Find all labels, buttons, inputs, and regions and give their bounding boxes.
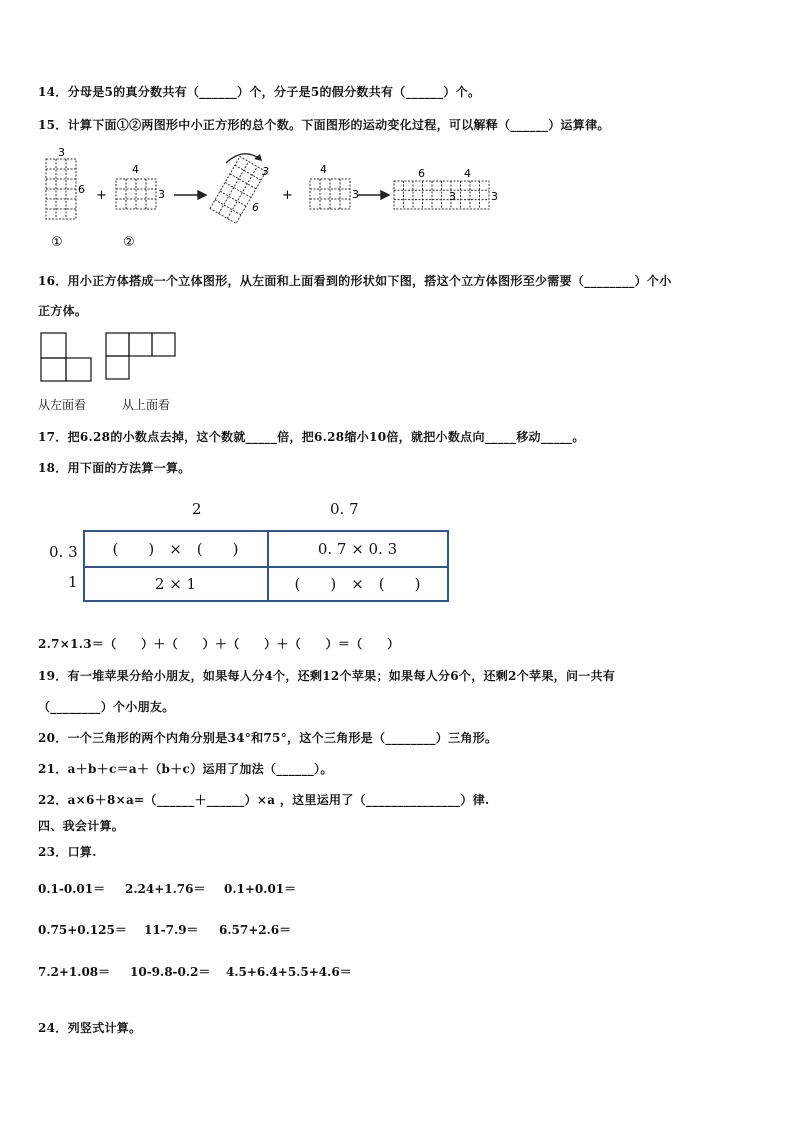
question-23: 23．口算. [38, 845, 97, 859]
q15-figure [38, 145, 508, 255]
question-19-line-1: 19．有一堆苹果分给小朋友，如果每人分4个，还剩12个苹果；如果每人分6个，还剩2个苹果，问一共有 [38, 669, 616, 683]
q23-r1-c3: 0.1+0.01＝ [224, 882, 297, 896]
q18-cell-2-1: 2 × 1 [154, 575, 197, 593]
question-24: 24．列竖式计算。 [38, 1021, 142, 1035]
q15-comb-top-right: 4 [464, 167, 471, 180]
q16-left-view [41, 333, 91, 381]
q23-r1-c2: 2.24+1.76＝ [125, 882, 206, 896]
q18-col-header-2: 0. 7 [330, 500, 359, 518]
q16-top-view-label: 从上面看 [122, 398, 171, 412]
q15-grid-combined [394, 181, 489, 209]
q18-col-header-1: 2 [192, 500, 202, 518]
q23-r2-c2: 11-7.9＝ [144, 923, 199, 937]
question-22: 22．a×6＋8×a=（______＋______）×a ，这里运用了（_______________）律. [38, 793, 490, 807]
q23-r3-c2: 10-9.8-0.2＝ [130, 965, 211, 979]
q16-left-view-label: 从左面看 [38, 398, 87, 412]
q18-cell-1-2: 0. 7 × 0. 3 [317, 540, 398, 558]
q18-equation: 2.7×1.3＝（ ）＋（ ）＋（ ）＋（ ）＝（ ） [38, 637, 400, 651]
question-19-line-2: （________）个小朋友。 [38, 700, 175, 714]
q15-fig1-label: ① [51, 235, 63, 250]
q23-r1-c1: 0.1-0.01＝ [38, 882, 106, 896]
question-21: 21．a＋b＋c＝a＋（b＋c）运用了加法（______）。 [38, 762, 333, 776]
q15-fig2-top: 4 [132, 163, 139, 176]
q15-grid-2 [116, 179, 156, 209]
question-15: 15．计算下面①②两图形中小正方形的总个数。下面图形的运动变化过程，可以解释（______）运算律。 [38, 118, 610, 132]
q15-fig4-side: 3 [352, 188, 359, 201]
section-4-heading: 四、我会计算。 [38, 819, 125, 833]
question-14: 14．分母是5的真分数共有（______）个，分子是5的假分数共有（______）个。 [38, 85, 481, 99]
q15-fig1-side: 6 [78, 183, 85, 196]
q16-top-view [106, 333, 175, 379]
q23-r2-c1: 0.75+0.125＝ [38, 923, 127, 937]
q23-r2-c3: 6.57+2.6＝ [219, 923, 292, 937]
q15-fig2-side: 3 [158, 188, 165, 201]
q15-arrow-2 [358, 191, 389, 199]
q15-plus-1: + [96, 188, 107, 203]
question-18: 18．用下面的方法算一算。 [38, 461, 191, 475]
q15-rot-top: 3 [262, 165, 269, 178]
q16-views [38, 330, 188, 386]
q23-r3-c3: 4.5+6.4+5.5+4.6＝ [226, 965, 352, 979]
q15-fig1-top: 3 [58, 146, 65, 159]
q15-grid-1 [46, 159, 76, 219]
q18-cell-1-1: ( ) × ( ) [112, 540, 239, 558]
q18-cell-2-2: ( ) × ( ) [294, 575, 421, 593]
question-20: 20．一个三角形的两个内角分别是34°和75°，这个三角形是（________）三角形。 [38, 731, 498, 745]
q15-grid-4 [310, 179, 350, 209]
question-16-line-1: 16．用小正方体搭成一个立体图形，从左面和上面看到的形状如下图，搭这个立方体图形至少需要（________）个小 [38, 274, 672, 288]
q15-comb-right: 3 [491, 190, 498, 203]
q15-fig4-top: 4 [320, 163, 327, 176]
q15-fig2-label: ② [123, 235, 135, 250]
q15-comb-mid: 3 [449, 190, 456, 203]
question-17: 17．把6.28的小数点去掉，这个数就_____倍，把6.28缩小10倍，就把小数点向_____移动_____。 [38, 430, 585, 444]
q23-r3-c1: 7.2+1.08＝ [38, 965, 111, 979]
q18-row-header-1: 0. 3 [49, 543, 78, 561]
question-16-line-2: 正方体。 [38, 304, 88, 318]
q15-arrow-1 [174, 191, 206, 199]
q15-plus-2: + [282, 188, 293, 203]
q15-rot-side: 6 [252, 201, 259, 214]
q18-row-header-2: 1 [68, 573, 78, 591]
q15-comb-top-left: 6 [418, 167, 425, 180]
